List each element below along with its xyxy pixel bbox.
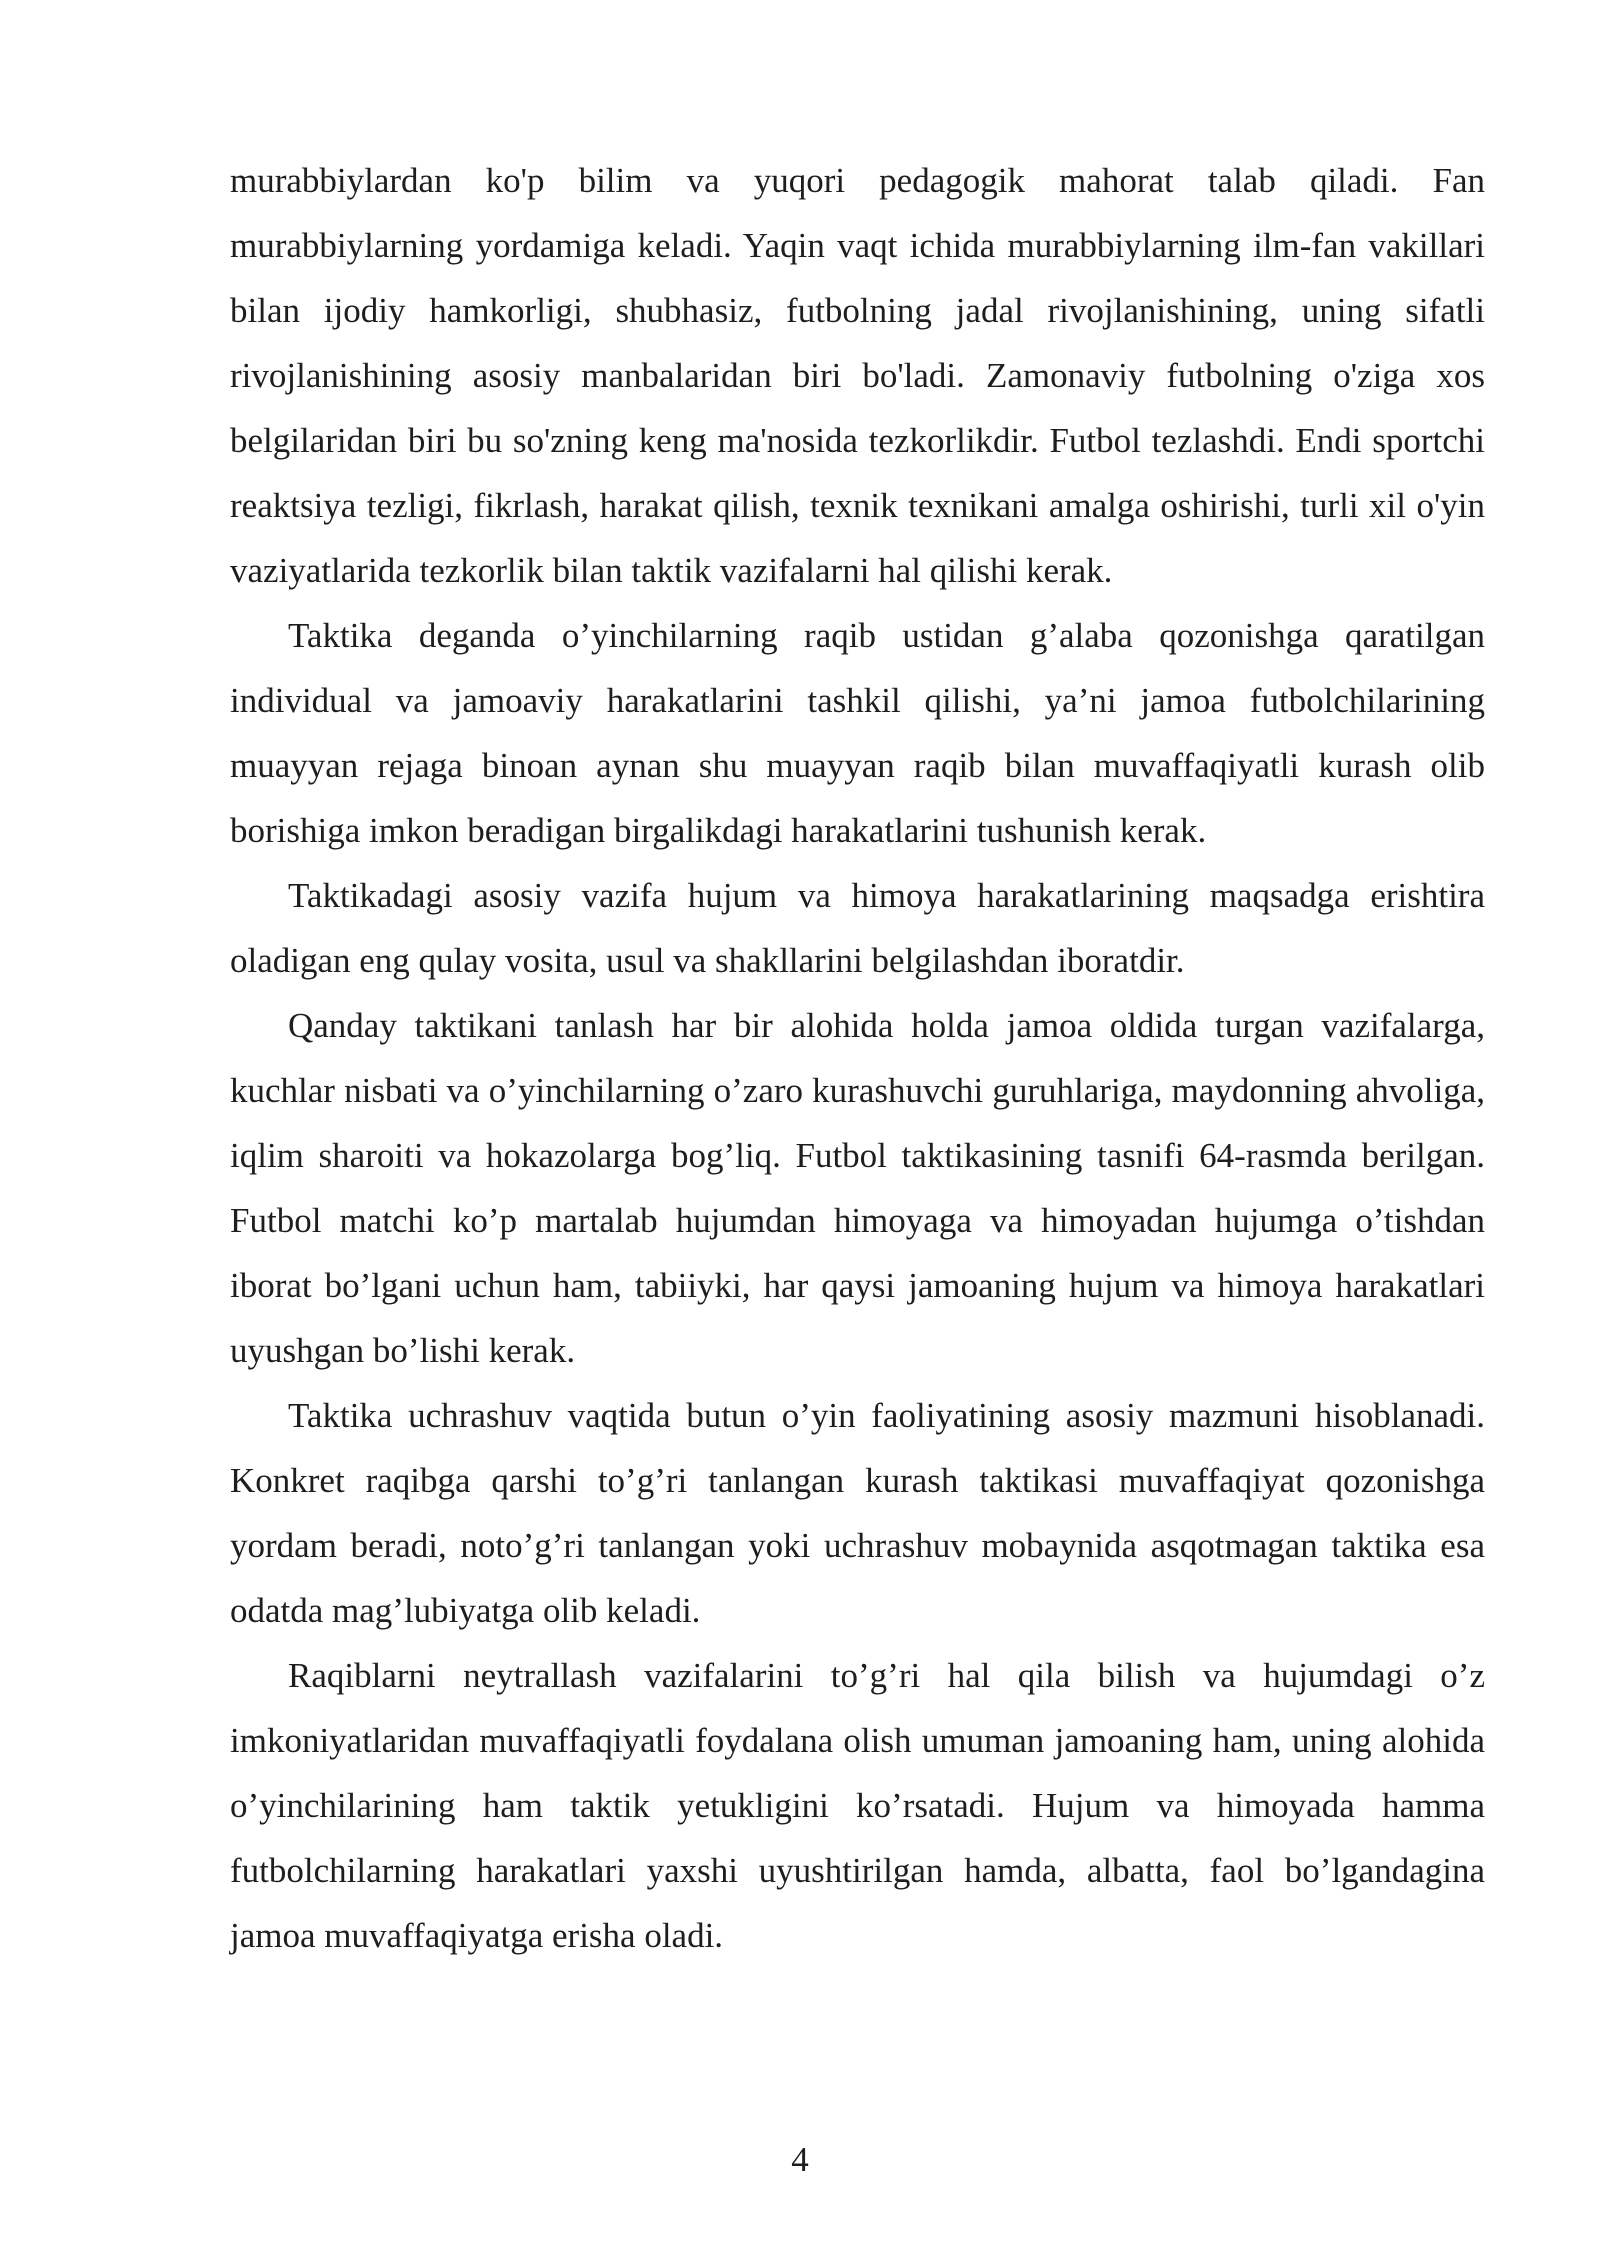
paragraph-tactical-maturity: Raqiblarni neytrallash vazifalarini to’g’ri hal qila bilish va hujumdagi o’z imkoniyatlaridan muvaffaqiyatli foydalana olish umuman jamoaning ham, uning alohida o’yinchilarining ham taktik yetukligini ko’rsatadi. Hujum va himoyada hamma futbolchilarning harakatlari yaxshi uyushtirilgan hamda, albatta, faol bo’lgandagina jamoa muvaffaqiyatga erisha oladi. bbox=[230, 1656, 1485, 1955]
paragraph-tactics-choice: Qanday taktikani tanlash har bir alohida holda jamoa oldida turgan vazifalarga, kuchlar nisbati va o’yinchilarning o’zaro kurashuvchi guruhlariga, maydonning ahvoliga, iqlim sharoiti va hokazolarga bog’liq. Futbol taktikasining tasnifi 64-rasmda berilgan. Futbol matchi ko’p martalab hujumdan himoyaga va himoyadan hujumga o’tishdan iborat bo’lgani uchun ham, tabiiyki, har qaysi jamoaning hujum va himoya harakatlari uyushgan bo’lishi kerak. bbox=[230, 1006, 1485, 1370]
body-text bbox=[230, 148, 1485, 1968]
paragraph-tactics-main-task: Taktikadagi asosiy vazifa hujum va himoya harakatlarining maqsadga erishtira oladigan eng qulay vosita, usul va shakllarini belgilashdan iboratdir. bbox=[230, 876, 1485, 980]
paragraph-tactics-match: Taktika uchrashuv vaqtida butun o’yin faoliyatining asosiy mazmuni hisoblanadi. Konkret raqibga qarshi to’g’ri tanlangan kurash taktikasi muvaffaqiyat qozonishga yordam beradi, noto’g’ri tanlangan yoki uchrashuv mobaynida asqotmagan taktika esa odatda mag’lubiyatga olib keladi. bbox=[230, 1396, 1485, 1630]
paragraph-continuation: murabbiylardan ko'p bilim va yuqori pedagogik mahorat talab qiladi. Fan murabbiylarning yordamiga keladi. Yaqin vaqt ichida murabbiylarning ilm-fan vakillari bilan ijodiy hamkorligi, shubhasiz, futbolning jadal rivojlanishining, uning sifatli rivojlanishining asosiy manbalaridan biri bo'ladi. Zamonaviy futbolning o'ziga xos belgilaridan biri bu so'zning keng ma'nosida tezkorlikdir. Futbol tezlashdi. Endi sportchi reaktsiya tezligi, fikrlash, harakat qilish, texnik texnikani amalga oshirishi, turli xil o'yin vaziyatlarida tezkorlik bilan taktik vazifalarni hal qilishi kerak. bbox=[230, 161, 1485, 590]
paragraph-tactics-definition: Taktika deganda o’yinchilarning raqib ustidan g’alaba qozonishga qaratilgan individual va jamoaviy harakatlarini tashkil qilishi, ya’ni jamoa futbolchilarining muayyan rejaga binoan aynan shu muayyan raqib bilan muvaffaqiyatli kurash olib borishiga imkon beradigan birgalikdagi harakatlarini tushunish kerak. bbox=[230, 616, 1485, 850]
page-number: 4 bbox=[791, 2140, 809, 2179]
